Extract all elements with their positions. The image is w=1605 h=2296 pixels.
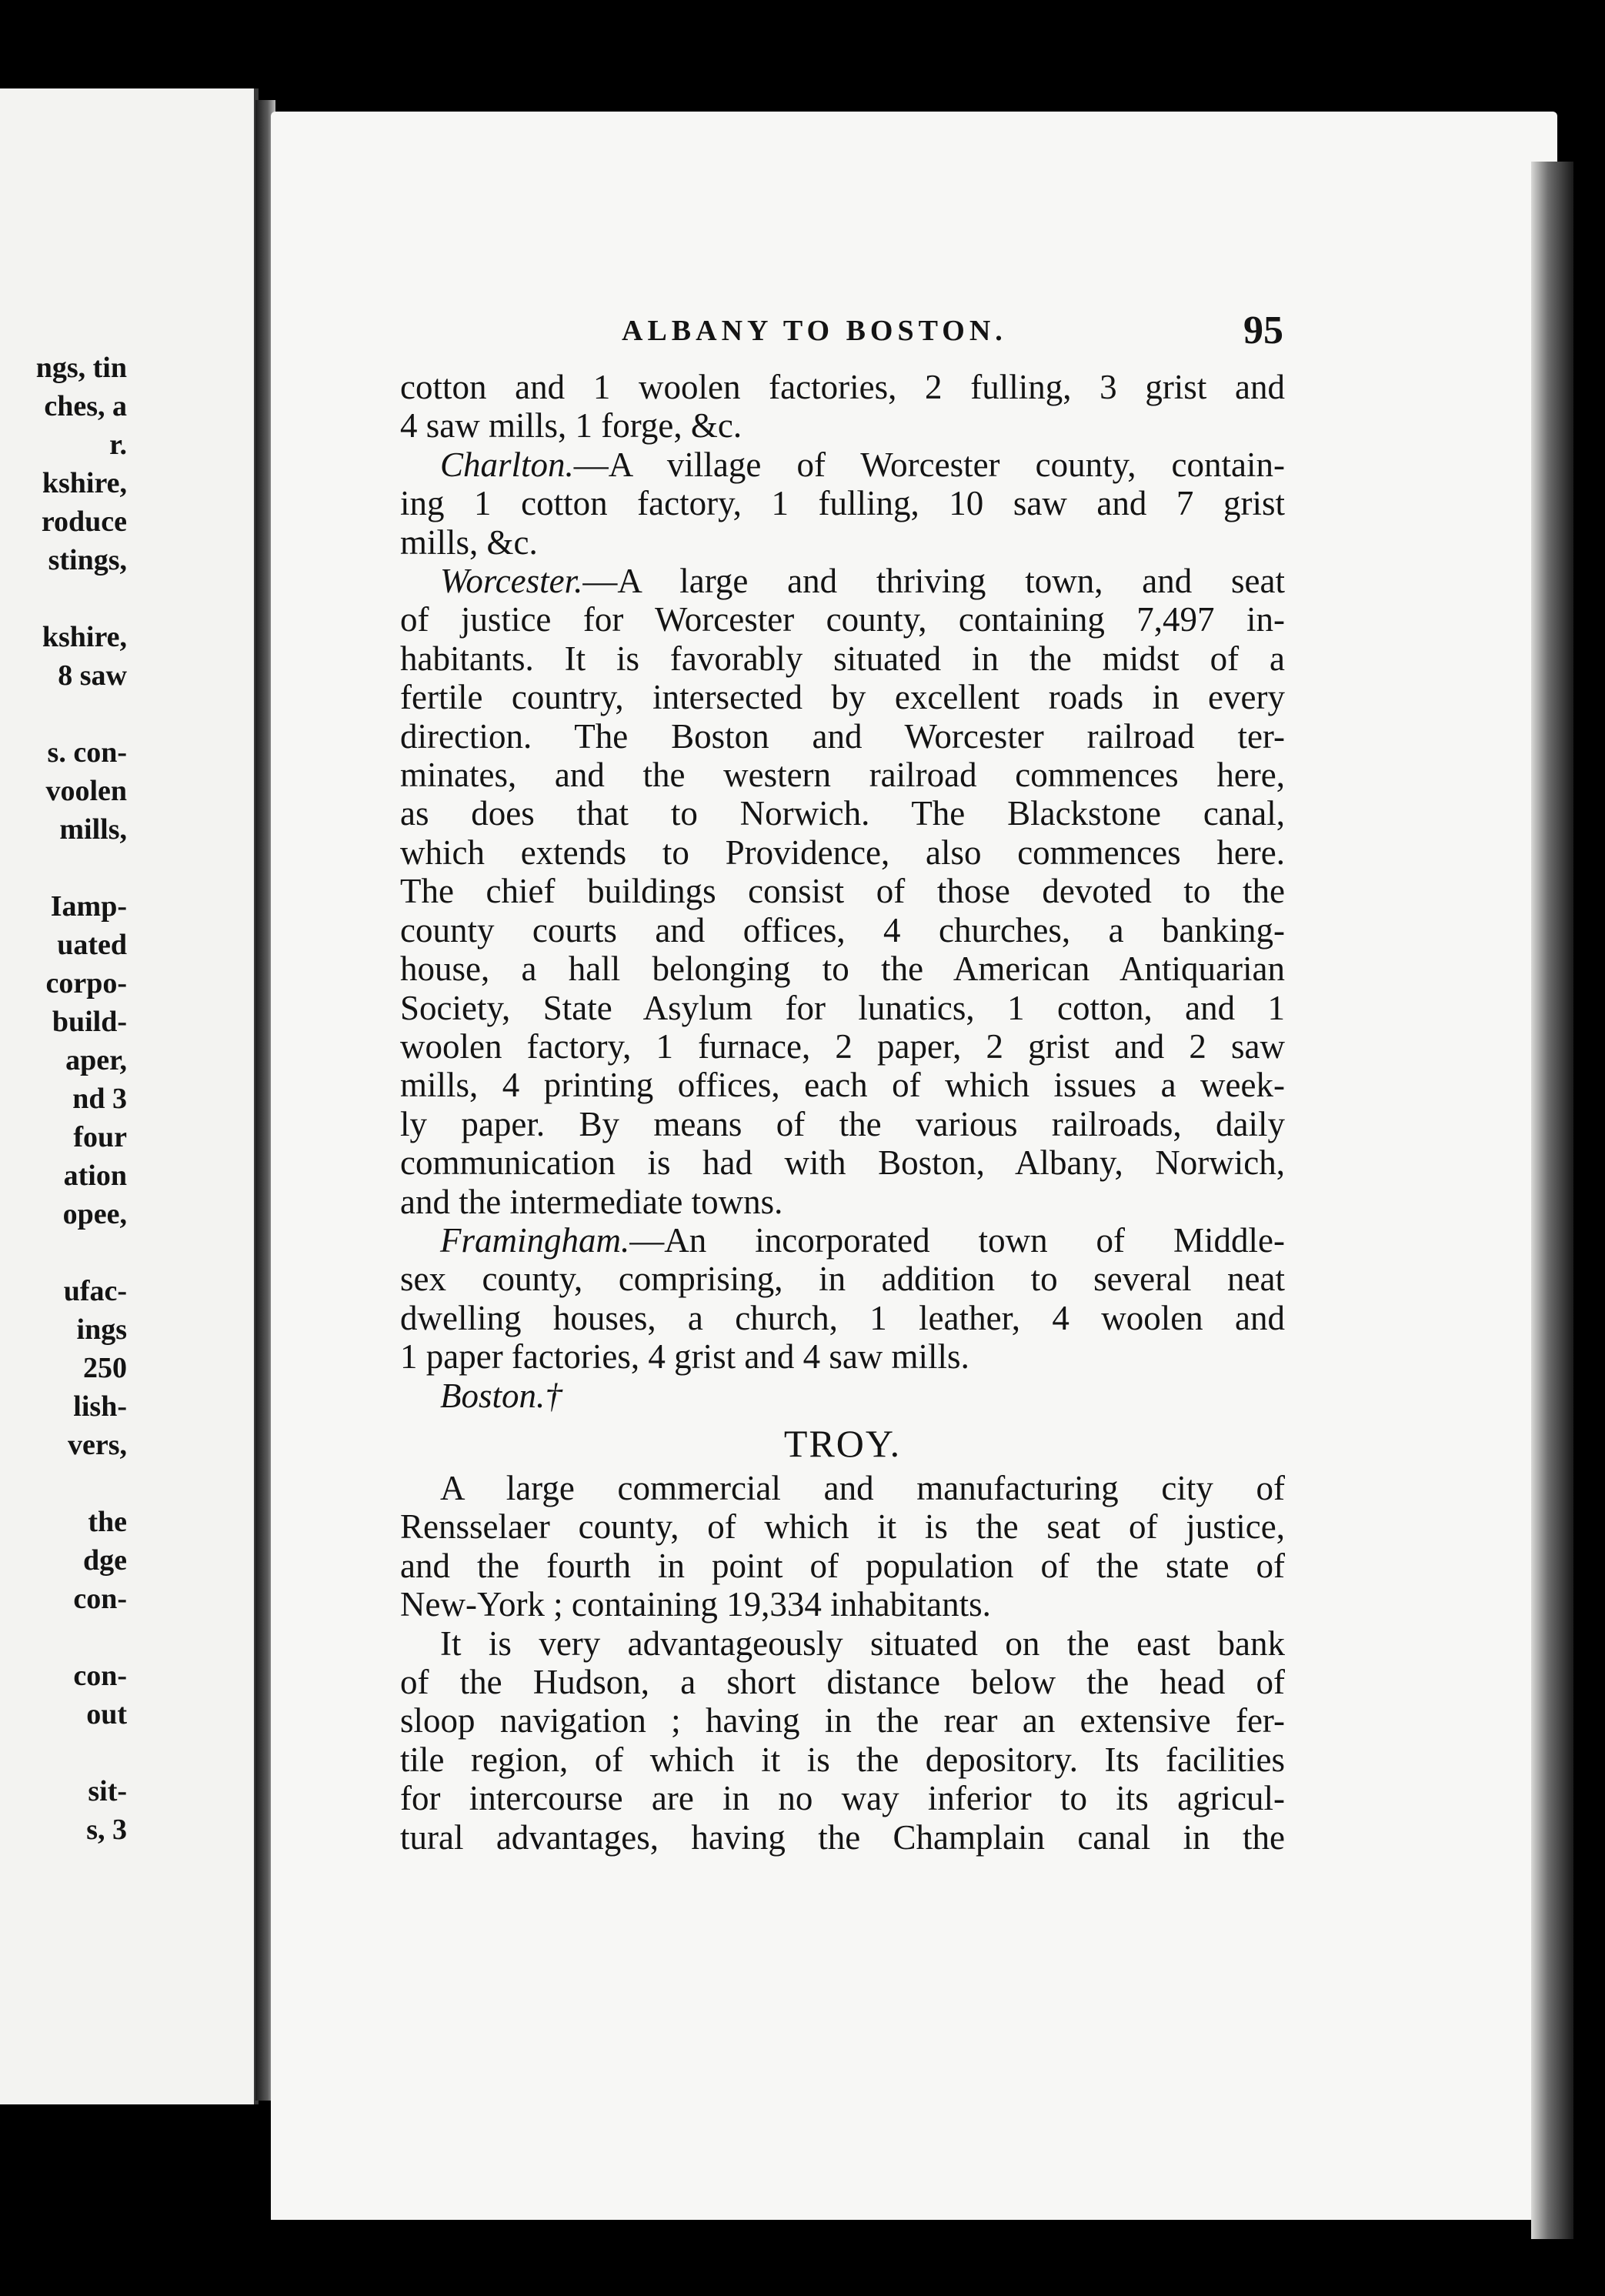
left-page-fragment: Iamp- [50, 890, 127, 923]
left-facing-page [0, 88, 259, 2104]
left-page-fragment: roduce [41, 506, 127, 538]
running-head-title: ALBANY TO BOSTON. [622, 315, 1007, 347]
text-line: ing 1 cotton factory, 1 fulling, 10 saw and 7 grist [400, 484, 1285, 523]
text-line: which extends to Providence, also commences here. [400, 833, 1285, 872]
left-page-fragment: corpo- [45, 967, 127, 999]
left-page-fragment: lish- [73, 1390, 127, 1423]
left-page-fragment: aper, [65, 1044, 127, 1076]
text-line: and the intermediate towns. [400, 1182, 783, 1221]
text-line: 4 saw mills, 1 forge, &c. [400, 406, 742, 446]
text-line: New-York ; containing 19,334 inhabitants. [400, 1585, 991, 1624]
text-line: —A village of Worcester county, contain- [573, 445, 1285, 484]
left-page-fragment: sit- [88, 1775, 127, 1807]
entry-worcester [400, 562, 1285, 600]
left-page-fragment: con- [73, 1583, 127, 1615]
entry-charlton [400, 446, 1285, 484]
left-page-fragment: voolen [45, 775, 127, 807]
text-line: The chief buildings consist of those devoted to the [400, 872, 1285, 911]
text-line: 1 paper factories, 4 grist and 4 saw mills. [400, 1337, 969, 1377]
left-page-fragment: 8 saw [58, 659, 127, 692]
text-line: dwelling houses, a church, 1 leather, 4 woolen and [400, 1298, 1285, 1337]
left-page-fragment: uated [57, 929, 127, 961]
text-line: direction. The Boston and Worcester railroad ter- [400, 716, 1285, 756]
entry-framingham [400, 1221, 1285, 1260]
left-page-fragment: 250 [83, 1352, 127, 1384]
left-page-fragment: ings [76, 1313, 127, 1346]
text-line: fertile country, intersected by excellent roads in every [400, 678, 1285, 717]
text-line: minates, and the western railroad commences here, [400, 756, 1285, 795]
left-page-fragment: the [88, 1506, 127, 1538]
left-page-fragment: kshire, [42, 621, 127, 653]
left-page-fragment: vers, [67, 1429, 127, 1461]
left-page-fragment: four [73, 1121, 127, 1153]
left-page-fragment: build- [52, 1006, 127, 1038]
left-page-fragment: out [86, 1698, 127, 1730]
body-text [400, 368, 1285, 1857]
text-line: mills, &c. [400, 522, 538, 562]
text-line: —A large and thriving town, and seat [582, 562, 1285, 601]
text-line: as does that to Norwich. The Blackstone canal, [400, 794, 1285, 833]
text-line: habitants. It is favorably situated in the midst of a [400, 639, 1285, 678]
left-page-fragment: kshire, [42, 467, 127, 499]
entry-name: Worcester. [440, 562, 583, 601]
text-line: Society, State Asylum for lunatics, 1 cotton, and 1 [400, 988, 1285, 1027]
running-head [622, 308, 1283, 362]
page-number: 95 [1243, 309, 1283, 352]
left-page-fragment: dge [83, 1544, 127, 1577]
text-line: tile region, of which it is the depository. Its facilities [400, 1740, 1285, 1779]
text-line: county courts and offices, 4 churches, a banking- [400, 910, 1285, 949]
text-line: It is very advantageously situated on the east bank [440, 1624, 1285, 1663]
entry-boston: Boston.† [440, 1376, 562, 1415]
text-line: Rensselaer county, of which it is the seat of justice, [400, 1507, 1285, 1547]
text-line: mills, 4 printing offices, each of which issues a week- [400, 1066, 1285, 1105]
text-line: woolen factory, 1 furnace, 2 paper, 2 grist and 2 saw [400, 1026, 1285, 1066]
left-page-fragment: s, 3 [86, 1814, 127, 1846]
page-edge [1531, 162, 1573, 2239]
text-line: —An incorporated town of Middle- [629, 1220, 1285, 1260]
text-line: house, a hall belonging to the American Antiquarian [400, 949, 1285, 989]
left-page-fragment: ufac- [63, 1275, 127, 1307]
entry-name: Charlton. [440, 445, 574, 484]
left-page-fragment: con- [73, 1660, 127, 1692]
text-line: A large commercial and manufacturing city of [440, 1468, 1285, 1507]
text-line: for intercourse are in no way inferior to its agricul- [400, 1779, 1285, 1818]
left-page-fragment: s. con- [47, 736, 127, 769]
entry-name: Framingham. [440, 1220, 630, 1260]
text-line: tural advantages, having the Champlain canal in the [400, 1817, 1285, 1857]
section-heading: TROY. [783, 1421, 902, 1465]
left-page-fragment: opee, [62, 1198, 127, 1230]
text-line: and the fourth in point of population of the state of [400, 1546, 1285, 1585]
left-page-fragment: ches, a [44, 390, 127, 422]
text-line: of justice for Worcester county, containing 7,497 in- [400, 600, 1285, 639]
text-line: communication is had with Boston, Albany, Norwich, [400, 1143, 1285, 1183]
left-page-fragment: r. [109, 429, 127, 461]
left-page-fragment: ngs, tin [35, 352, 127, 384]
left-page-fragment: mills, [59, 813, 127, 846]
text-line: cotton and 1 woolen factories, 2 fulling, 3 grist and [400, 368, 1285, 406]
text-line: sloop navigation ; having in the rear an extensive fer- [400, 1701, 1285, 1740]
text-line: of the Hudson, a short distance below the head of [400, 1663, 1285, 1701]
text-line: sex county, comprising, in addition to several neat [400, 1260, 1285, 1299]
left-page-fragment: stings, [48, 544, 127, 576]
text-line: ly paper. By means of the various railroads, daily [400, 1104, 1285, 1143]
left-page-fragment: ation [63, 1160, 127, 1192]
left-page-fragment: nd 3 [72, 1083, 127, 1115]
